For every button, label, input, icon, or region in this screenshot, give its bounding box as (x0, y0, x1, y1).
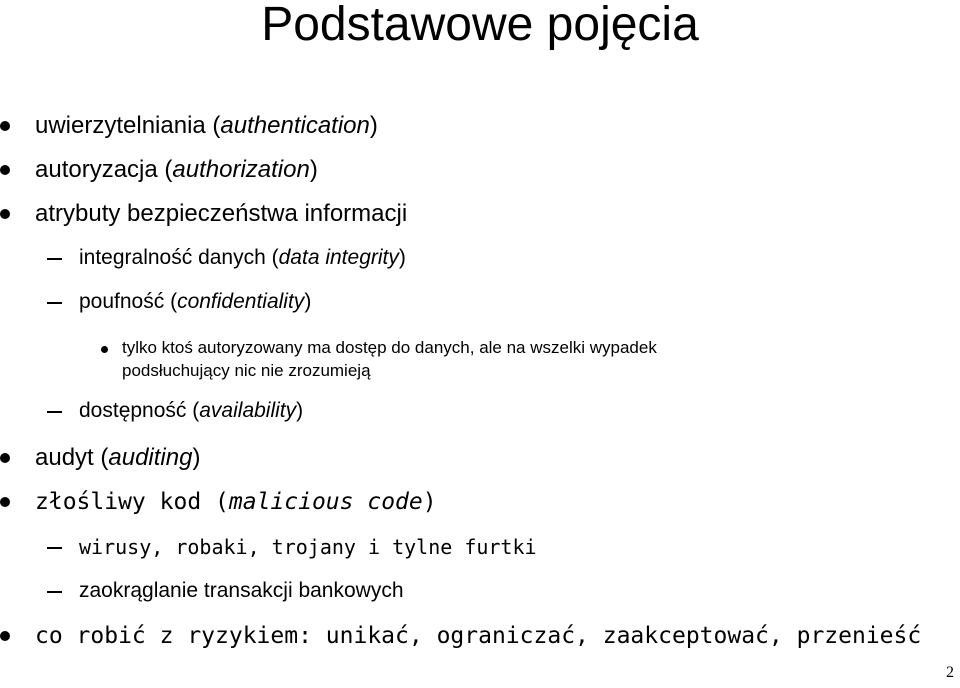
item-text: dostępność ( (79, 399, 200, 422)
item-term: confidentiality (177, 290, 305, 313)
dash-bullet-icon (47, 302, 62, 304)
item-text: złośliwy kod ( (35, 489, 229, 515)
item-text: audyt ( (35, 444, 109, 471)
item-term: authentication (220, 112, 370, 139)
bullet-dot-icon (0, 121, 10, 131)
bullet-dot-icon (0, 631, 10, 641)
item-term: auditing (108, 444, 193, 471)
page-number: 2 (946, 664, 954, 681)
item-text: integralność danych ( (79, 246, 279, 269)
item-text-close: ) (422, 489, 437, 515)
item-text-close: ) (309, 156, 318, 183)
bullet-dot-icon (0, 209, 10, 219)
bullet-dot-icon (0, 165, 10, 175)
bullet-dot-icon (101, 346, 108, 353)
dash-bullet-icon (47, 411, 62, 413)
note-line-2: podsłuchujący nic nie zrozumieją (122, 361, 371, 380)
item-text: atrybuty bezpieczeństwa informacji (35, 200, 408, 227)
item-text-close: ) (296, 399, 304, 422)
item-text: co robić z ryzykiem: unikać, ograniczać, zaakceptować, przenieść (35, 623, 922, 649)
item-text: autoryzacja ( (35, 156, 173, 183)
item-text-close: ) (398, 246, 406, 269)
item-text-close: ) (192, 444, 201, 471)
dash-bullet-icon (47, 547, 62, 549)
item-text: wirusy, robaki, trojany i tylne furtki (79, 535, 537, 559)
item-text-close: ) (304, 290, 312, 313)
slide-title: Podstawowe pojęcia (261, 0, 699, 51)
item-text: uwierzytelniania ( (35, 112, 221, 139)
bullet-dot-icon (0, 453, 10, 463)
dash-bullet-icon (47, 591, 62, 593)
item-term: malicious code (228, 489, 423, 515)
bullet-dot-icon (0, 497, 10, 507)
item-text: poufność ( (79, 290, 178, 313)
dash-bullet-icon (47, 258, 62, 260)
item-text-close: ) (369, 112, 378, 139)
item-term: authorization (172, 156, 310, 183)
item-term: data integrity (278, 246, 399, 269)
note-line-1: tylko ktoś autoryzowany ma dostęp do danych, ale na wszelki wypadek (122, 338, 657, 357)
item-term: availability (199, 399, 297, 422)
item-text: zaokrąglanie transakcji bankowych (79, 579, 404, 602)
